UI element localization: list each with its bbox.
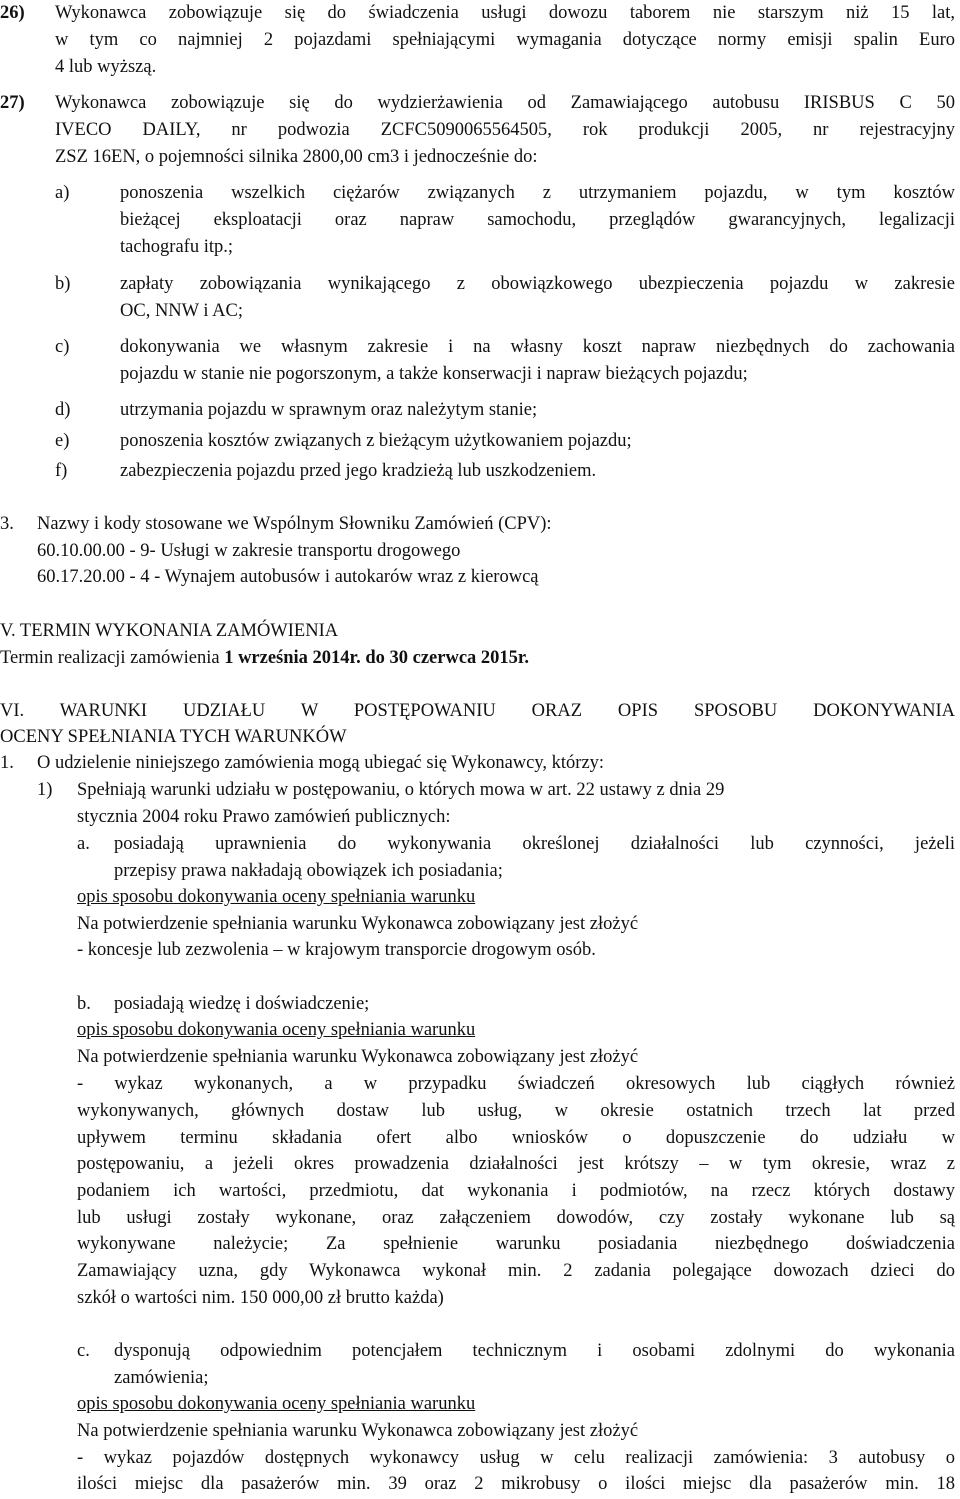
item-26-line: 4 lub wyższą. (55, 57, 157, 77)
point-1-1-number: 1) (37, 780, 53, 800)
condition-b-text: posiadają wiedzę i doświadczenie; (114, 994, 370, 1014)
condition-c-proof: Na potwierdzenie spełniania warunku Wykonawca zobowiązany jest złożyć (77, 1421, 639, 1441)
subitem-letter: e) (55, 431, 70, 451)
condition-c-requirement: ilości miejsc dla pasażerów min. 39 oraz 2 mikrobusy o ilości miejsc dla pasażerów min. 18 (77, 1474, 955, 1494)
condition-b-requirement: upływem terminu składania ofert albo wniosków o dopuszczenie do udziału w (77, 1128, 955, 1148)
condition-b-requirement: wykonywane należycie; Za spełnienie warunku posiadania niezbędnego doświadczenia (77, 1234, 955, 1254)
condition-c-line: dysponują odpowiednim potencjałem technicznym i osobami zdolnymi do wykonania (114, 1341, 955, 1361)
point-1-text: O udzielenie niniejszego zamówienia mogą ubiegać się Wykonawcy, którzy: (37, 753, 605, 773)
condition-a-line: posiadają uprawnienia do wykonywania określonej działalności lub czynności, jeżeli (114, 834, 955, 854)
cpv-code: 60.17.20.00 - 4 - Wynajem autobusów i autokarów wraz z kierowcą (37, 567, 539, 587)
condition-c-assessment: opis sposobu dokonywania oceny spełniania warunku (77, 1394, 476, 1414)
item-26-line: w tym co najmniej 2 pojazdami spełniającymi wymagania dotyczące normy emisji spalin Euro (55, 30, 955, 50)
section-6-heading-cont: OCENY SPEŁNIANIA TYCH WARUNKÓW (0, 727, 347, 747)
cpv-heading: Nazwy i kody stosowane we Wspólnym Słowniku Zamówień (CPV): (37, 514, 552, 534)
condition-b-assessment: opis sposobu dokonywania oceny spełniania warunku (77, 1020, 476, 1040)
condition-b-requirement: wykonywanych, głównych dostaw lub usług, w okresie ostatnich trzech lat przed (77, 1101, 955, 1121)
point-1-number: 1. (0, 753, 14, 773)
cpv-code: 60.10.00.00 - 9- Usługi w zakresie transportu drogowego (37, 541, 461, 561)
subitem-letter: d) (55, 400, 71, 420)
term-line (0, 645, 529, 672)
subitem-line: ponoszenia wszelkich ciężarów związanych z utrzymaniem pojazdu, w tym kosztów (120, 183, 955, 203)
condition-b-requirement: Zamawiający uzna, gdy Wykonawca wykonał min. 2 zadania polegające dowozach dzieci do (77, 1261, 955, 1281)
subitem-letter: f) (55, 461, 68, 481)
subitem-line: zapłaty zobowiązania wynikającego z obowiązkowego ubezpieczenia pojazdu w zakresie (120, 274, 955, 294)
subitem-line: bieżącej eksploatacji oraz napraw samochodu, przeglądów gwarancyjnych, legalizacji (120, 210, 955, 230)
subitem-letter: c) (55, 337, 70, 357)
item-27-line: ZSZ 16EN, o pojemności silnika 2800,00 cm3 i jednocześnie do: (55, 147, 538, 167)
point-1-1-line: stycznia 2004 roku Prawo zamówień publicznych: (77, 807, 451, 827)
subitem-line: OC, NNW i AC; (120, 301, 244, 321)
condition-a-letter: a. (77, 834, 90, 854)
subitem-line: pojazdu w stanie nie pogorszonym, a także konserwacji i napraw bieżących pojazdu; (120, 364, 748, 384)
subitem-line: dokonywania we własnym zakresie i na własny koszt napraw niezbędnych do zachowania (120, 337, 955, 357)
item-27-number: 27) (0, 93, 25, 113)
condition-b-requirement: szkół o wartości nim. 150 000,00 zł brutto każda) (77, 1288, 444, 1308)
item-27-line: Wykonawca zobowiązuje się do wydzierżawienia od Zamawiającego autobusu IRISBUS C 50 (55, 93, 955, 113)
condition-a-requirement: - koncesje lub zezwolenia – w krajowym transporcie drogowym osób. (77, 940, 596, 960)
section-5-heading: V. TERMIN WYKONANIA ZAMÓWIENIA (0, 621, 339, 641)
condition-a-assessment: opis sposobu dokonywania oceny spełniania warunku (77, 887, 476, 907)
term-value: 1 września 2014r. do 30 czerwca 2015r. (224, 648, 530, 668)
item-27-line: IVECO DAILY, nr podwozia ZCFC5090065564505, rok produkcji 2005, nr rejestracyjny (55, 120, 955, 140)
condition-b-letter: b. (77, 994, 91, 1014)
condition-a-proof: Na potwierdzenie spełniania warunku Wykonawca zobowiązany jest złożyć (77, 914, 639, 934)
condition-c-requirement: - wykaz pojazdów dostępnych wykonawcy usług w celu realizacji zamówienia: 3 autobusy o (77, 1448, 955, 1468)
condition-a-line: przepisy prawa nakładają obowiązek ich posiadania; (114, 861, 503, 881)
condition-b-requirement: - wykaz wykonanych, a w przypadku świadczeń okresowych lub ciągłych również (77, 1074, 955, 1094)
condition-b-proof: Na potwierdzenie spełniania warunku Wykonawca zobowiązany jest złożyć (77, 1047, 639, 1067)
condition-b-requirement: postępowaniu, a jeżeli okres prowadzenia działalności jest krótszy – w tym okresie, wraz z (77, 1154, 955, 1174)
subitem-line: zabezpieczenia pojazdu przed jego kradzieżą lub uszkodzeniem. (120, 461, 597, 481)
condition-c-letter: c. (77, 1341, 90, 1361)
item-26-line: Wykonawca zobowiązuje się do świadczenia usługi dowozu taborem nie starszym niż 15 lat, (55, 3, 955, 23)
condition-c-line: zamówienia; (114, 1368, 209, 1388)
section-6-heading: VI. WARUNKI UDZIAŁU W POSTĘPOWANIU ORAZ OPIS SPOSOBU DOKONYWANIA (0, 701, 955, 721)
item-26-number: 26) (0, 3, 25, 23)
condition-b-requirement: podaniem ich wartości, przedmiotu, dat wykonania i podmiotów, na rzecz których dostawy (77, 1181, 955, 1201)
subitem-letter: a) (55, 183, 70, 203)
cpv-number: 3. (0, 514, 14, 534)
term-label: Termin realizacji zamówienia (0, 648, 220, 668)
condition-b-requirement: lub usługi zostały wykonane, oraz załączeniem dowodów, czy zostały wykonane lub są (77, 1208, 955, 1228)
subitem-letter: b) (55, 274, 71, 294)
subitem-line: utrzymania pojazdu w sprawnym oraz należytym stanie; (120, 400, 538, 420)
point-1-1-line: Spełniają warunki udziału w postępowaniu, o których mowa w art. 22 ustawy z dnia 29 (77, 780, 725, 800)
subitem-line: tachografu itp.; (120, 237, 234, 257)
subitem-line: ponoszenia kosztów związanych z bieżącym użytkowaniem pojazdu; (120, 431, 632, 451)
